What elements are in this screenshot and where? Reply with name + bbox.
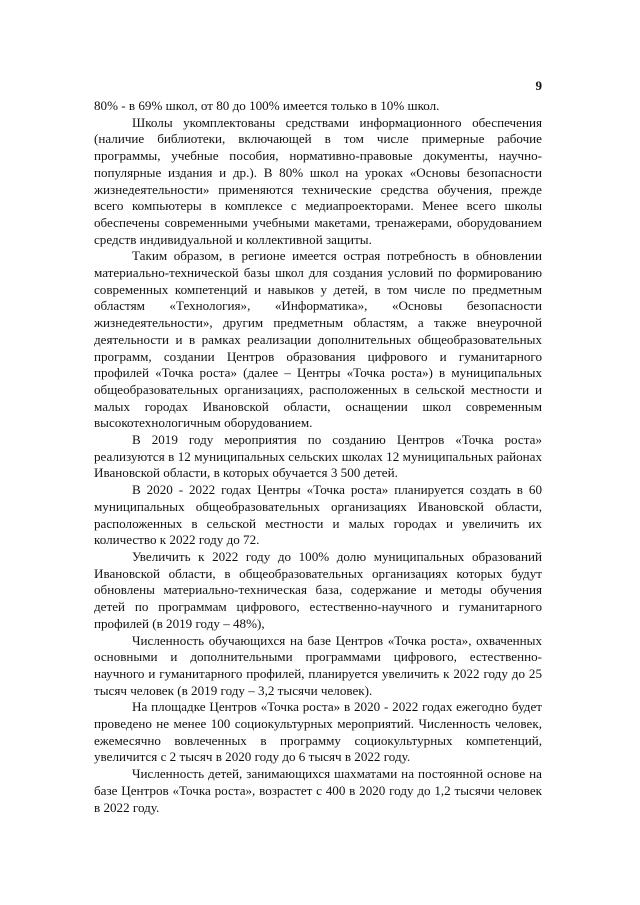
paragraph-7: Численность обучающихся на базе Центров «Точка роста», охваченных основными и дополнительными программами цифрового, естественно-научного и гуманитарного профилей, планируется увеличить к 2022 году до 25 тысяч человек (в 2019 году – 3,2 тысячи человек). [94, 632, 542, 698]
paragraph-3: Таким образом, в регионе имеется острая потребность в обновлении материально-технической базы школ для создания условий по формированию современных компетенций и навыков у детей, в том числе по предметным областям «Технология», «Информатика», «Основы безопасности жизнедеятельности», другим предметным областям, а также внеурочной деятельности и в рамках реализации дополнительных общеобразовательных программ, создании Центров образования цифрового и гуманитарного профилей «Точка роста» (далее – Центры «Точка роста») в муниципальных общеобразовательных организациях, расположенных в сельской местности и малых городах Ивановской области, оснащении школ современным высокотехнологичным оборудованием. [94, 248, 542, 431]
paragraph-6: Увеличить к 2022 году до 100% долю муниципальных образований Ивановской области, в общеобразовательных организациях которых будут обновлены материально-техническая база, содержание и методы обучения детей по программам цифрового, естественно-научного и гуманитарного профилей (в 2019 году – 48%), [94, 548, 542, 631]
paragraph-9: Численность детей, занимающихся шахматами на постоянной основе на базе Центров «Точка роста», возрастет с 400 в 2020 году до 1,2 тысячи человек в 2022 году. [94, 766, 542, 815]
paragraph-8: На площадке Центров «Точка роста» в 2020 - 2022 годах ежегодно будет проведено не менее 100 социокультурных мероприятий. Численность человек, ежемесячно вовлеченных в программу социокультурных компетенций, увеличится с 2 тысяч в 2020 году до 6 тысяч в 2022 году. [94, 699, 542, 765]
paragraph-4: В 2019 году мероприятия по созданию Центров «Точка роста» реализуются в 12 муниципальных сельских школах 12 муниципальных районах Ивановской области, в которых обучается 3 500 детей. [94, 432, 542, 481]
document-body [94, 98, 542, 816]
paragraph-2: Школы укомплектованы средствами информационного обеспечения (наличие библиотеки, включающей в том числе примерные рабочие программы, учебные пособия, нормативно-правовые документы, научно-популярные издания и др.). В 80% школ на уроках «Основы безопасности жизнедеятельности» применяются технические средства обучения, прежде всего компьютеры в комплексе с медиапроекторами. Менее всего школы обеспечены современными учебными макетами, тренажерами, оборудованием средств индивидуальной и коллективной защиты. [94, 114, 542, 247]
paragraph-5: В 2020 - 2022 годах Центры «Точка роста» планируется создать в 60 муниципальных общеобразовательных организациях Ивановской области, расположенных в сельской местности и малых городах и увеличить их количество к 2022 году до 72. [94, 482, 542, 548]
paragraph-1: 80% - в 69% школ, от 80 до 100% имеется только в 10% школ. [94, 98, 440, 113]
page-number: 9 [535, 78, 542, 93]
